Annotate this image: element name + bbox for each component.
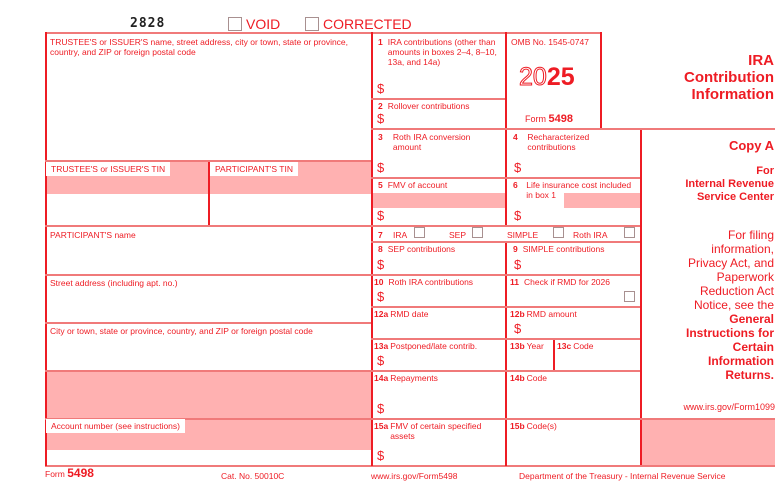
notice-line: information, [711, 242, 774, 256]
box-14b-number: 14b [510, 373, 525, 383]
form5498-url[interactable]: www.irs.gov/Form5498 [371, 471, 458, 481]
box-15a[interactable] [371, 418, 505, 465]
dollar-sign: $ [514, 160, 522, 175]
box-10[interactable] [371, 274, 505, 306]
box-13b[interactable] [505, 338, 553, 370]
box-15a-number: 15a [374, 421, 389, 431]
omb-block [505, 32, 600, 128]
street-address-field[interactable] [50, 278, 178, 288]
blank-shade [45, 370, 371, 418]
dollar-sign: $ [377, 160, 385, 175]
for-line: Service Center [696, 191, 774, 203]
box-6-label: Life insurance cost included in box 1 [526, 180, 632, 200]
box-1-label: IRA contributions (other than amounts in boxes 2–4, 8–10, 13a, and 14a) [387, 37, 497, 67]
tax-year-outline: 20 [519, 63, 547, 91]
dollar-sign: $ [377, 111, 385, 126]
box-12a-number: 12a [374, 309, 389, 319]
box-13c[interactable] [553, 338, 640, 370]
notice-line: Information [708, 354, 774, 368]
account-number-field[interactable] [46, 419, 185, 433]
corrected-checkbox[interactable] [305, 17, 319, 31]
box-14a-number: 14a [374, 373, 389, 383]
box-10-label: Roth IRA contributions [388, 277, 474, 287]
box-3-label: Roth IRA conversion amount [392, 132, 471, 152]
notice-line: General [729, 312, 774, 326]
department: Department of the Treasury - Internal Revenue Service [519, 471, 726, 481]
box-12b[interactable] [505, 306, 640, 338]
footer-form-prefix: Form [45, 469, 65, 479]
notice-line: Privacy Act, and [687, 256, 774, 270]
box-7 [371, 225, 640, 241]
box-9-number: 9 [513, 244, 518, 254]
box-6[interactable] [505, 177, 640, 225]
box-15b-number: 15b [510, 421, 525, 431]
box-15b[interactable] [505, 418, 640, 465]
notice-line: For filing [727, 228, 774, 242]
trustee-tin-label: TRUSTEE'S or ISSUER'S TIN [46, 162, 170, 176]
omb-form-number: 5498 [548, 113, 573, 125]
box-9[interactable] [505, 241, 640, 274]
box-6-number: 6 [513, 180, 518, 190]
box-2-label: Rollover contributions [387, 101, 470, 111]
box-13b-label: Year [526, 341, 544, 351]
dollar-sign: $ [377, 353, 385, 368]
box-7-ira-label: IRA [393, 230, 408, 240]
box-9-label: SIMPLE contributions [522, 244, 605, 254]
box-7-ira-checkbox[interactable] [414, 227, 425, 238]
box-15b-label: Code(s) [526, 421, 557, 431]
box-7-simple-checkbox[interactable] [553, 227, 564, 238]
participant-tin-field[interactable] [210, 162, 298, 176]
box-4-number: 4 [513, 132, 518, 142]
box-13a-number: 13a [374, 341, 389, 351]
form-code: 2828 [130, 16, 166, 31]
box-11-number: 11 [510, 277, 519, 287]
omb-number: OMB No. 1545-0747 [511, 37, 589, 47]
dollar-sign: $ [377, 81, 385, 96]
box-7-sep-label: SEP [449, 230, 467, 240]
box-4-label: Recharacterized contributions [527, 132, 590, 152]
dollar-sign: $ [377, 208, 385, 223]
tax-year [519, 64, 575, 90]
for-line: For [756, 165, 774, 177]
box-11-label: Check if RMD for 2026 [524, 277, 610, 287]
box-5-label: FMV of account [387, 180, 448, 190]
general-instructions-link[interactable] [686, 312, 774, 382]
box-12b-number: 12b [510, 309, 525, 319]
box-5[interactable] [371, 177, 505, 225]
void-checkbox[interactable] [228, 17, 242, 31]
notice-line: Notice, see the [693, 298, 774, 312]
city-label: City or town, state or province, country, and ZIP or foreign postal code [50, 326, 313, 336]
trustee-name-label: TRUSTEE'S or ISSUER'S name, street address, city or town, state or province, country, and ZIP or foreign postal code [50, 37, 349, 57]
notice-line: Certain [732, 340, 774, 354]
box-3[interactable] [371, 128, 505, 177]
box-12a-label: RMD date [390, 309, 429, 319]
participant-name-label: PARTICIPANT'S name [50, 230, 136, 240]
dollar-sign: $ [514, 208, 522, 223]
title-line: Contribution [684, 69, 774, 86]
box-3-number: 3 [378, 132, 383, 142]
box-13a-label: Postponed/late contrib. [390, 341, 478, 351]
for-irs-center [685, 165, 774, 204]
box-7-sep-checkbox[interactable] [472, 227, 483, 238]
box-7-number: 7 [378, 230, 383, 240]
box-7-simple-label: SIMPLE [507, 230, 539, 240]
box-10-number: 10 [374, 277, 384, 287]
trustee-tin-field[interactable] [46, 162, 170, 176]
box-12a[interactable] [371, 306, 505, 338]
box-7-roth-label: Roth IRA [573, 230, 608, 240]
notice-line: Instructions for [685, 326, 774, 340]
form-title [684, 52, 774, 103]
bottom-right-shade [640, 418, 775, 465]
notice-line: Reduction Act [699, 284, 774, 298]
box-14b[interactable] [505, 370, 640, 418]
participant-tin-label: PARTICIPANT'S TIN [210, 162, 298, 176]
for-line: Internal Revenue [685, 178, 774, 190]
box-2-number: 2 [378, 101, 383, 111]
box-15a-label: FMV of certain specified assets [390, 421, 482, 441]
dollar-sign: $ [377, 257, 385, 272]
form1099-url[interactable]: www.irs.gov/Form1099 [683, 402, 775, 412]
box-7-roth-checkbox[interactable] [624, 227, 635, 238]
box-14b-label: Code [526, 373, 547, 383]
box-8-number: 8 [378, 244, 383, 254]
trustee-name-field[interactable] [50, 37, 350, 57]
void-label: VOID [246, 16, 281, 32]
box-4[interactable] [505, 128, 640, 177]
account-number-label: Account number (see instructions) [46, 419, 185, 433]
filing-notice [686, 228, 774, 382]
dollar-sign: $ [377, 401, 385, 416]
footer-form [45, 468, 94, 479]
box-2[interactable] [371, 98, 505, 128]
cat-number: Cat. No. 50010C [221, 471, 285, 481]
box-13c-label: Code [573, 341, 594, 351]
box-1-number: 1 [378, 37, 383, 47]
notice-line: Returns. [725, 368, 774, 382]
title-line: IRA [748, 52, 774, 69]
notice-line: Paperwork [716, 270, 774, 284]
dollar-sign: $ [514, 257, 522, 272]
dollar-sign: $ [514, 321, 522, 336]
corrected-label: CORRECTED [323, 16, 412, 32]
box-1[interactable] [371, 32, 505, 98]
street-address-label: Street address (including apt. no.) [50, 278, 178, 288]
rmd-checkbox[interactable] [624, 291, 635, 302]
box-13a[interactable] [371, 338, 505, 370]
box-8[interactable] [371, 241, 505, 274]
footer-form-number: 5498 [67, 466, 94, 480]
participant-name-field[interactable] [50, 230, 136, 240]
box-13c-number: 13c [557, 341, 572, 351]
city-field[interactable] [50, 326, 313, 336]
box-12b-label: RMD amount [526, 309, 577, 319]
copy-label: Copy A [728, 138, 774, 153]
box-11 [505, 274, 640, 306]
box-5-number: 5 [378, 180, 383, 190]
box-14a-label: Repayments [390, 373, 438, 383]
box-8-label: SEP contributions [387, 244, 456, 254]
dollar-sign: $ [377, 448, 385, 463]
tax-year-bold: 25 [546, 63, 575, 91]
box-13b-number: 13b [510, 341, 525, 351]
title-line: Information [691, 86, 774, 103]
dollar-sign: $ [377, 289, 385, 304]
box-14a[interactable] [371, 370, 505, 418]
omb-form-prefix: Form [525, 114, 546, 124]
